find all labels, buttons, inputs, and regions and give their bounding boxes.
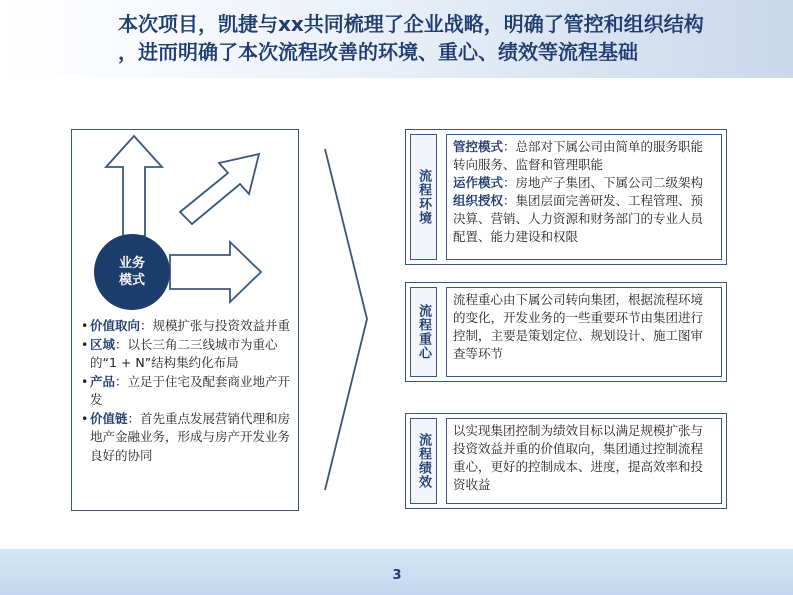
right-arrow-icon: [170, 242, 261, 302]
process-environment-box: [405, 129, 727, 265]
operation-mode-key: 运作模式: [453, 175, 504, 190]
operation-mode-text: ：房地产子集团、下属公司二级架构: [503, 175, 704, 190]
process-focus-content: 流程重心由下属公司转向集团，根据流程环境的变化，开发业务的一些重要环节由集团进行控制，主要是策划定位、规划设计、施工图审查等环节: [446, 287, 722, 377]
bullet-key: 产品: [90, 373, 116, 389]
bullet-key: 价值链: [90, 410, 128, 426]
org-authorization-text: ：集团层面完善研发、工程管理、预决算、营销、人力资源和财务部门的专业人员配置、能力建设和权限: [453, 193, 704, 244]
chevron-right-icon: [321, 147, 371, 492]
process-environment-label: 流程环境: [410, 134, 437, 260]
bullet-key: 区域: [90, 336, 116, 352]
bullet-separator: ：: [115, 373, 128, 389]
bullet-separator: ：: [127, 410, 141, 426]
business-model-label: 业务模式: [118, 256, 145, 288]
diagonal-arrow-icon: [180, 154, 259, 224]
bullet-text: 规模扩张与投资效益并重: [152, 318, 291, 333]
process-performance-content: 以实现集团控制为绩效目标以满足规模扩张与投资效益并重的价值取向，集团通过控制流程重心，更好的控制成本、进度，提高效率和投资收益: [446, 418, 722, 504]
title-line-2: ，进而明确了本次流程改善的环境、重心、绩效等流程基础: [118, 40, 638, 64]
org-authorization-key: 组织授权: [453, 193, 504, 208]
page-number: 3: [392, 568, 402, 583]
bullet-text: 立足于住宅及配套商业地产开发: [90, 373, 291, 407]
process-environment-content: [446, 134, 722, 260]
bullet-text: 首先重点发展营销代理和房地产金融业务，形成与房产开发业务良好的协同: [90, 410, 291, 463]
bullet-value-orientation: [81, 317, 293, 336]
business-model-panel: [71, 129, 299, 511]
title-line-1: 本次项目，凯捷与xx共同梳理了企业战略，明确了管控和组织结构: [118, 12, 704, 36]
bullet-text: 以长三角二三线城市为重心的“1 + N”结构集约化布局: [90, 336, 278, 370]
business-model-circle: [94, 234, 170, 310]
process-focus-label: 流程重心: [410, 287, 437, 377]
bullet-product: [81, 373, 293, 410]
bullet-separator: ：: [140, 318, 153, 333]
bullet-key: 价值取向: [90, 318, 141, 333]
process-focus-box: [405, 282, 727, 382]
bullet-region: [81, 336, 293, 373]
slide-title: [118, 10, 788, 66]
bullet-separator: ：: [115, 336, 128, 352]
governance-mode-text: ：总部对下属公司由简单的服务职能转向服务、监督和管理职能: [453, 139, 704, 172]
process-performance-box: [405, 413, 727, 509]
bullet-value-chain: [81, 410, 293, 466]
process-performance-label: 流程绩效: [410, 418, 437, 504]
up-arrow-icon: [106, 136, 162, 236]
governance-mode-key: 管控模式: [453, 139, 504, 154]
business-model-bullets: [81, 317, 293, 465]
